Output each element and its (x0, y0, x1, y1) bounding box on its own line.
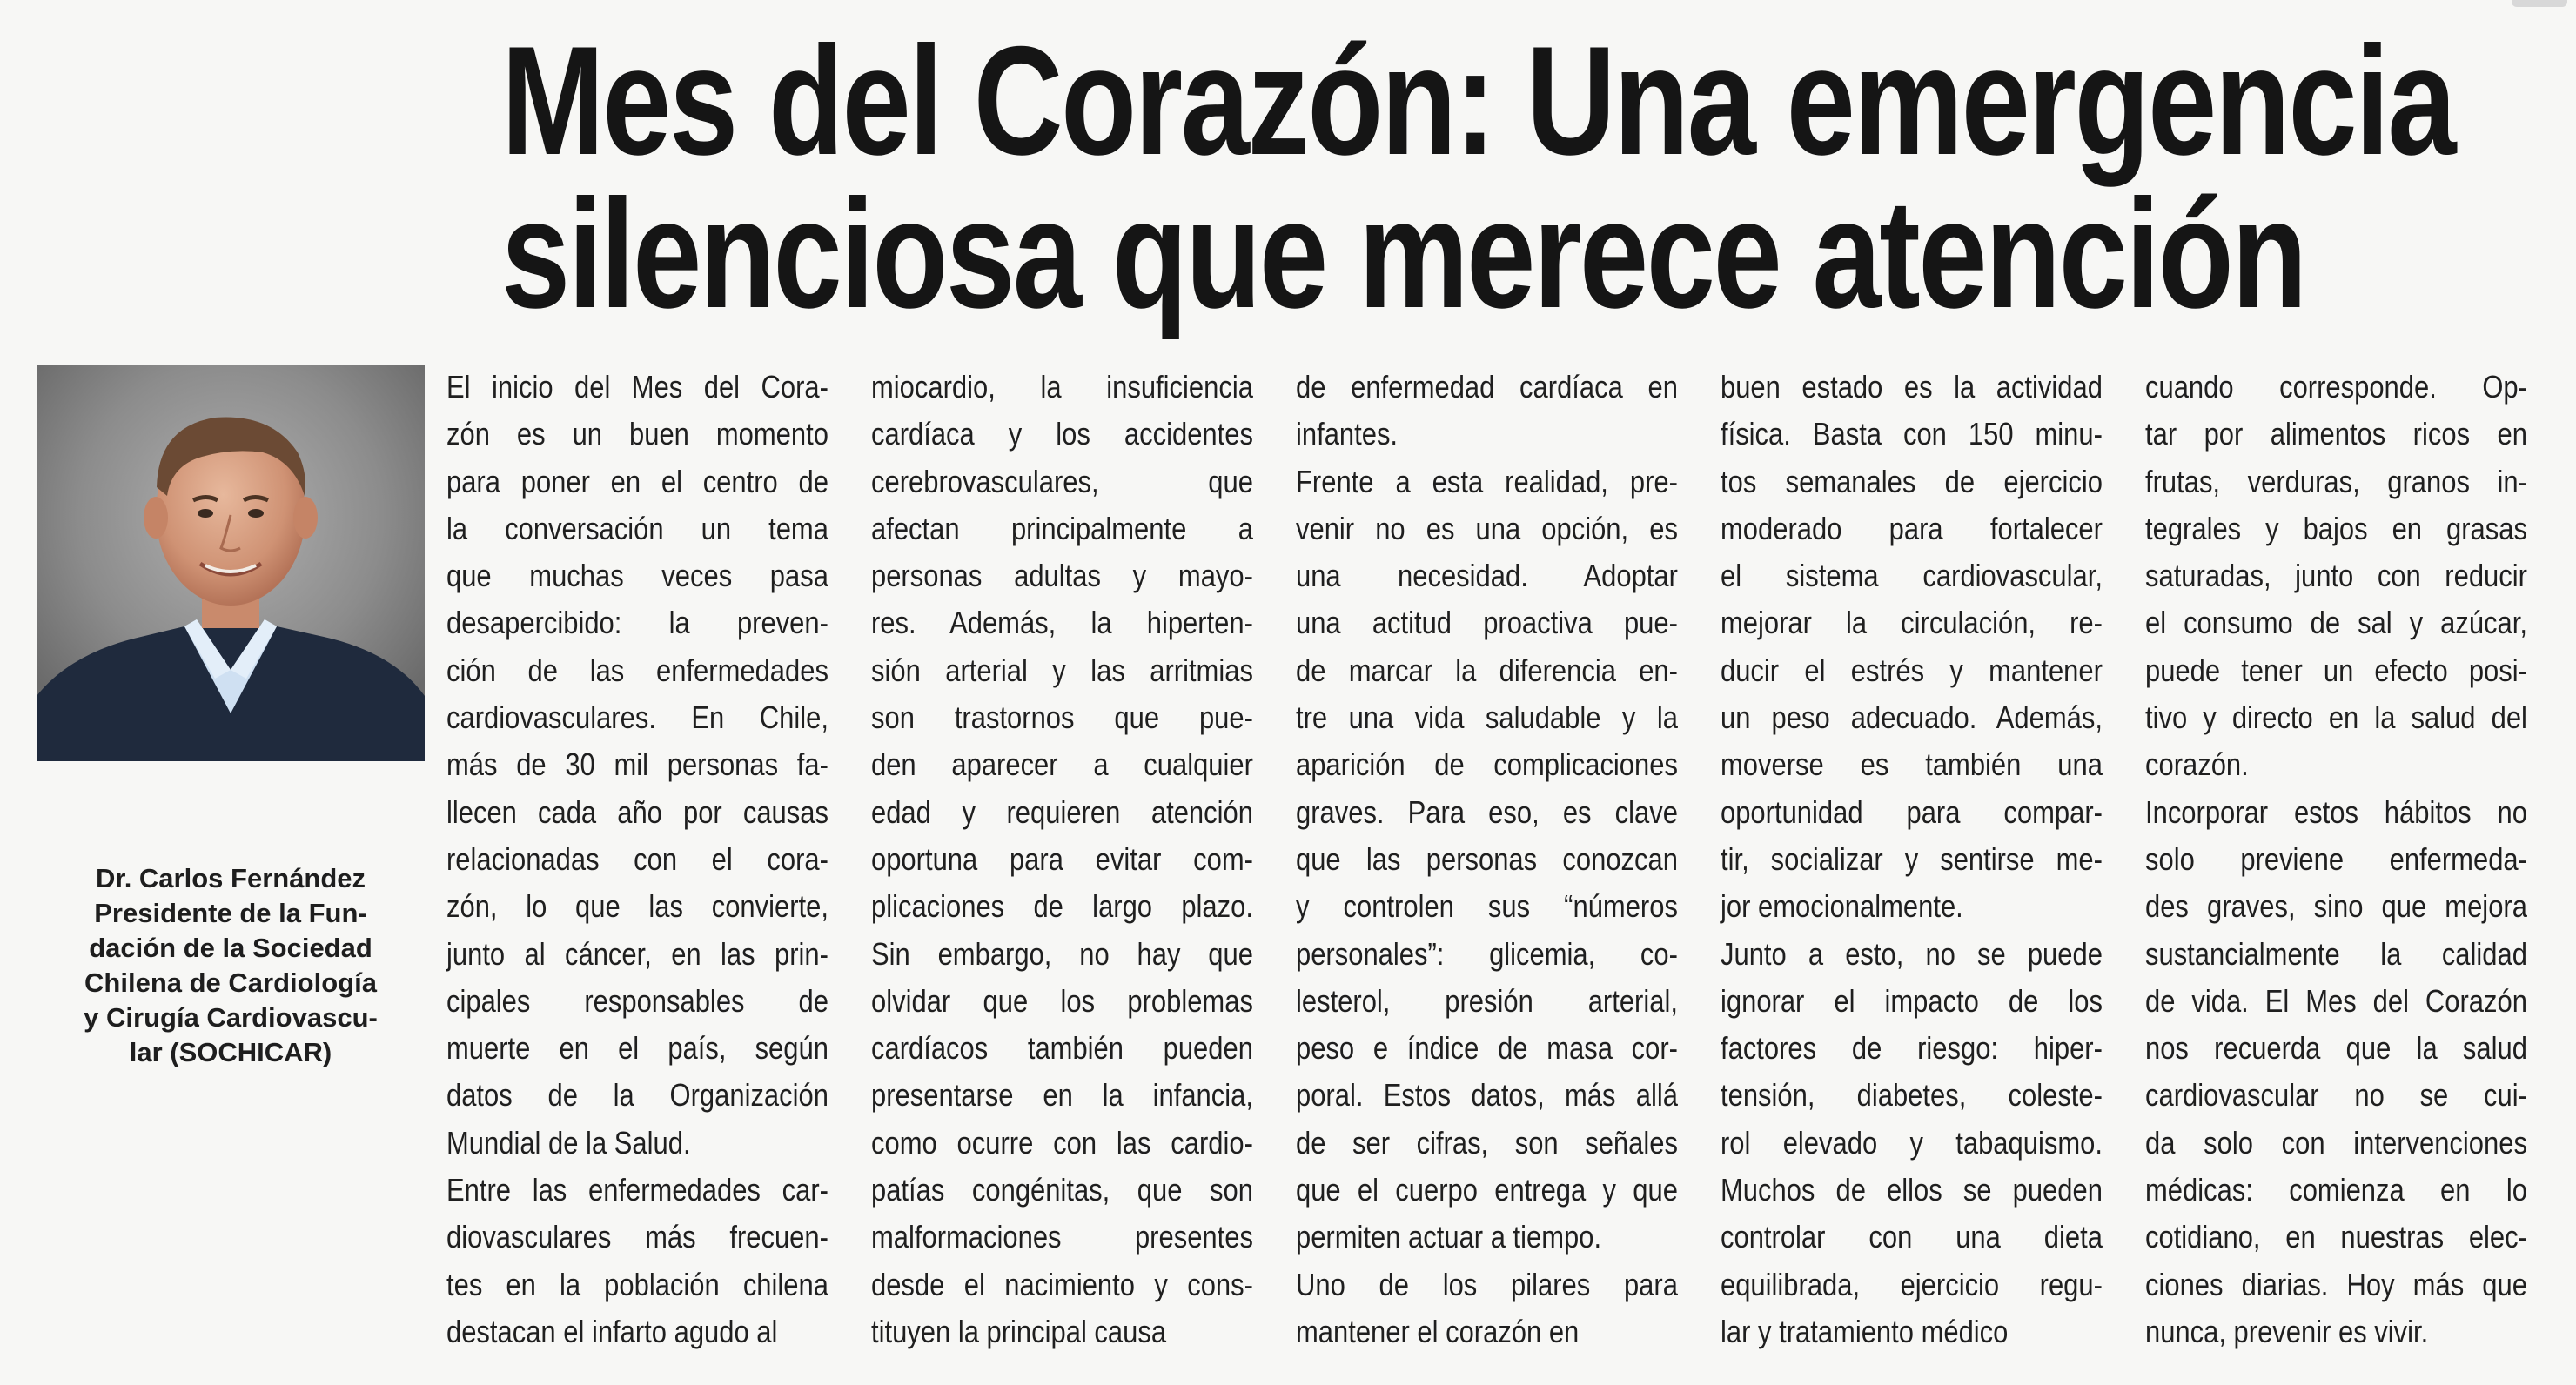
article-text-line: buen estado es la actividad (1721, 369, 2103, 405)
article-text-line: ducir el estrés y mantener (1721, 652, 2103, 688)
article-text-line: peso e índice de masa cor- (1296, 1030, 1678, 1067)
article-text-line: moverse es también una (1721, 746, 2103, 783)
article-text-line: factores de riesgo: hiper- (1721, 1030, 2103, 1067)
article-text-line: mejorar la circulación, re- (1721, 605, 2103, 641)
headline (287, 14, 2455, 340)
article-text-line: olvidar que los problemas (871, 982, 1253, 1019)
article-text-line: ciones diarias. Hoy más que (2145, 1266, 2527, 1302)
article-text-line: puede tener un efecto posi- (2145, 652, 2527, 688)
article-text-line: zón es un buen momento (446, 416, 828, 452)
article-text-line: son trastornos que pue- (871, 699, 1253, 736)
article-column-2 (871, 364, 1254, 1355)
article-text-line: den aparecer a cualquier (871, 746, 1253, 783)
corner-mark (2512, 0, 2567, 7)
headline-line-1: Mes del Corazón: Una emergencia (501, 14, 2455, 187)
article-text-line: rol elevado y tabaquismo. (1721, 1124, 2103, 1161)
article-column-3 (1296, 364, 1679, 1355)
article-text-line: frutas, verduras, granos in- (2145, 463, 2527, 499)
article-text-line: Mundial de la Salud. (446, 1124, 691, 1161)
article-text-line: Frente a esta realidad, pre- (1296, 463, 1678, 499)
article-text-line: diovasculares más frecuen- (446, 1219, 828, 1255)
article-text-line: y controlen sus “números (1296, 888, 1678, 925)
article-text-line: zón, lo que las convierte, (446, 888, 828, 925)
article-text-line: graves. Para eso, es clave (1296, 793, 1678, 830)
article-text-line: el sistema cardiovascular, (1721, 558, 2103, 594)
article-text-line: un peso adecuado. Además, (1721, 699, 2103, 736)
article-text-line: tos semanales de ejercicio (1721, 463, 2103, 499)
article-text-line: llecen cada año por causas (446, 793, 828, 830)
article-text-line: junto al cáncer, en las prin- (446, 935, 828, 972)
author-portrait (37, 365, 425, 761)
headline-line-2: silenciosa que merece atención (501, 167, 2305, 340)
article-text-line: des graves, sino que mejora (2145, 888, 2527, 925)
article-text-line: personas adultas y mayo- (871, 558, 1253, 594)
article-text-line: cardíacos también pueden (871, 1030, 1253, 1067)
article-text-line: desde el nacimiento y cons- (871, 1266, 1253, 1302)
article-text-line: Incorporar estos hábitos no (2145, 793, 2527, 830)
article-text-line: una necesidad. Adoptar (1296, 558, 1678, 594)
article-text-line: cardiovascular no se cui- (2145, 1077, 2527, 1114)
caption-line: Presidente de la Fun- (94, 898, 367, 928)
article-text-line: cotidiano, en nuestras elec- (2145, 1219, 2527, 1255)
article-text-line: Muchos de ellos se pueden (1721, 1172, 2103, 1208)
article-text-line: mantener el corazón en (1296, 1313, 1580, 1349)
article-text-line: Junto a esto, no se puede (1721, 935, 2103, 972)
article-text-line: plicaciones de largo plazo. (871, 888, 1253, 925)
article-text-line: tituyen la principal causa (871, 1313, 1167, 1349)
article-text-line: jor emocionalmente. (1721, 888, 1963, 925)
article-text-line: de vida. El Mes del Corazón (2145, 982, 2527, 1019)
caption-line: Chilena de Cardiología (84, 967, 377, 998)
article-text-line: tensión, diabetes, coleste- (1721, 1077, 2103, 1114)
article-text-line: que las personas conozcan (1296, 840, 1678, 877)
article-text-line: tes en la población chilena (446, 1266, 828, 1302)
article-text-line: moderado para fortalecer (1721, 510, 2103, 546)
article-text-line: res. Además, la hiperten- (871, 605, 1253, 641)
article-text-line: Sin embargo, no hay que (871, 935, 1253, 972)
article-text-line: oportuna para evitar com- (871, 840, 1253, 877)
article-text-line: edad y requieren atención (871, 793, 1253, 830)
article-text-line: da solo con intervenciones (2145, 1124, 2527, 1161)
article-column-1 (446, 364, 829, 1355)
caption-line: lar (SOCHICAR) (129, 1037, 332, 1067)
article-text-line: equilibrada, ejercicio regu- (1721, 1266, 2103, 1302)
article-text-line: una actitud proactiva pue- (1296, 605, 1678, 641)
article-text-line: sión arterial y las arritmias (871, 652, 1253, 688)
article-text-line: el consumo de sal y azúcar, (2145, 605, 2527, 641)
caption-line: Dr. Carlos Fernández (95, 863, 366, 893)
article-text-line: El inicio del Mes del Cora- (446, 369, 828, 405)
article-text-line: permiten actuar a tiempo. (1296, 1219, 1602, 1255)
article-text-line: la conversación un tema (446, 510, 828, 546)
article-column-5 (2145, 364, 2528, 1355)
article-text-line: destacan el infarto agudo al (446, 1313, 778, 1349)
article-text-line: controlar con una dieta (1721, 1219, 2103, 1255)
article-text-line: ción de las enfermedades (446, 652, 828, 688)
article-text-line: afectan principalmente a (871, 510, 1253, 546)
article-text-line: muerte en el país, según (446, 1030, 828, 1067)
article-text-line: malformaciones presentes (871, 1219, 1253, 1255)
article-text-line: venir no es una opción, es (1296, 510, 1678, 546)
article-text-line: cipales responsables de (446, 982, 828, 1019)
article-text-line: miocardio, la insuficiencia (871, 369, 1253, 405)
article-text-line: como ocurre con las cardio- (871, 1124, 1253, 1161)
article-text-line: cerebrovasculares, que (871, 463, 1253, 499)
article-text-line: Uno de los pilares para (1296, 1266, 1678, 1302)
article-text-line: ignorar el impacto de los (1721, 982, 2103, 1019)
article-text-line: oportunidad para compar- (1721, 793, 2103, 830)
article-text-line: infantes. (1296, 416, 1399, 452)
article-text-line: corazón. (2145, 746, 2249, 783)
portrait-illustration (37, 365, 425, 761)
article-text-line: tre una vida saludable y la (1296, 699, 1678, 736)
article-text-line: patías congénitas, que son (871, 1172, 1253, 1208)
article-text-line: nos recuerda que la salud (2145, 1030, 2527, 1067)
article-text-line: más de 30 mil personas fa- (446, 746, 828, 783)
article-text-line: cuando corresponde. Op- (2145, 369, 2527, 405)
article-text-line: aparición de complicaciones (1296, 746, 1678, 783)
article-text-line: relacionadas con el cora- (446, 840, 828, 877)
article-text-line: lesterol, presión arterial, (1296, 982, 1678, 1019)
article-text-line: cardiovasculares. En Chile, (446, 699, 828, 736)
author-caption (52, 861, 409, 1070)
article-text-line: física. Basta con 150 minu- (1721, 416, 2103, 452)
article-text-line: solo previene enfermeda- (2145, 840, 2527, 877)
article-text-line: tivo y directo en la salud del (2145, 699, 2527, 736)
article-text-line: datos de la Organización (446, 1077, 828, 1114)
article-text-line: sustancialmente la calidad (2145, 935, 2527, 972)
article-text-line: Entre las enfermedades car- (446, 1172, 828, 1208)
article-text-line: tar por alimentos ricos en (2145, 416, 2527, 452)
article-text-line: personales”: glicemia, co- (1296, 935, 1678, 972)
article-text-line: desapercibido: la preven- (446, 605, 828, 641)
article-text-line: cardíaca y los accidentes (871, 416, 1253, 452)
article-text-line: tegrales y bajos en grasas (2145, 510, 2527, 546)
article-text-line: que el cuerpo entrega y que (1296, 1172, 1678, 1208)
article-text-line: de ser cifras, son señales (1296, 1124, 1678, 1161)
article-text-line: nunca, prevenir es vivir. (2145, 1313, 2429, 1349)
article-text-line: tir, socializar y sentirse me- (1721, 840, 2103, 877)
article-text-line: médicas: comienza en lo (2145, 1172, 2527, 1208)
article-text-line: que muchas veces pasa (446, 558, 828, 594)
caption-line: dación de la Sociedad (89, 933, 372, 963)
article-text-line: para poner en el centro de (446, 463, 828, 499)
article-column-4 (1721, 364, 2103, 1355)
article-text-line: presentarse en la infancia, (871, 1077, 1253, 1114)
article-text-line: saturadas, junto con reducir (2145, 558, 2527, 594)
article-text-line: poral. Estos datos, más allá (1296, 1077, 1678, 1114)
article-text-line: de enfermedad cardíaca en (1296, 369, 1678, 405)
article-text-line: de marcar la diferencia en- (1296, 652, 1678, 688)
article-text-line: lar y tratamiento médico (1721, 1313, 2009, 1349)
caption-line: y Cirugía Cardiovascu- (84, 1002, 378, 1033)
